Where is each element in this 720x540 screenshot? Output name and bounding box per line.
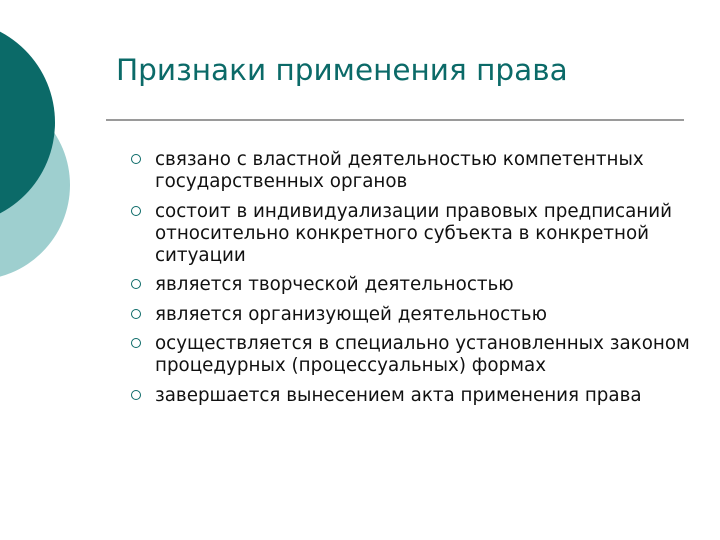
hollow-circle-bullet-icon [131,309,141,319]
bullet-text: осуществляется в специально установленных законом процедурных (процессуальных) формах [155,333,690,376]
bullet-text: является организующей деятельностью [155,303,547,325]
slide-title: Признаки применения права [116,53,568,87]
bullet-list [131,149,691,414]
bullet-text: состоит в индивидуализации правовых предписаний относительно конкретного субъекта в конкретной ситуации [155,200,673,266]
bullet-item [131,304,691,326]
bullet-item [131,149,691,193]
bullet-item [131,333,691,377]
hollow-circle-bullet-icon [131,206,141,216]
hollow-circle-bullet-icon [131,338,141,348]
bullet-item [131,274,691,296]
hollow-circle-bullet-icon [131,390,141,400]
hollow-circle-bullet-icon [131,154,141,164]
bullet-text: завершается вынесением акта применения права [155,384,642,406]
hollow-circle-bullet-icon [131,279,141,289]
bullet-item [131,201,691,267]
bullet-text: связано с властной деятельностью компетентных государственных органов [155,149,644,192]
bullet-text: является творческой деятельностью [155,274,514,295]
title-divider [106,119,684,121]
bullet-item [131,385,691,407]
